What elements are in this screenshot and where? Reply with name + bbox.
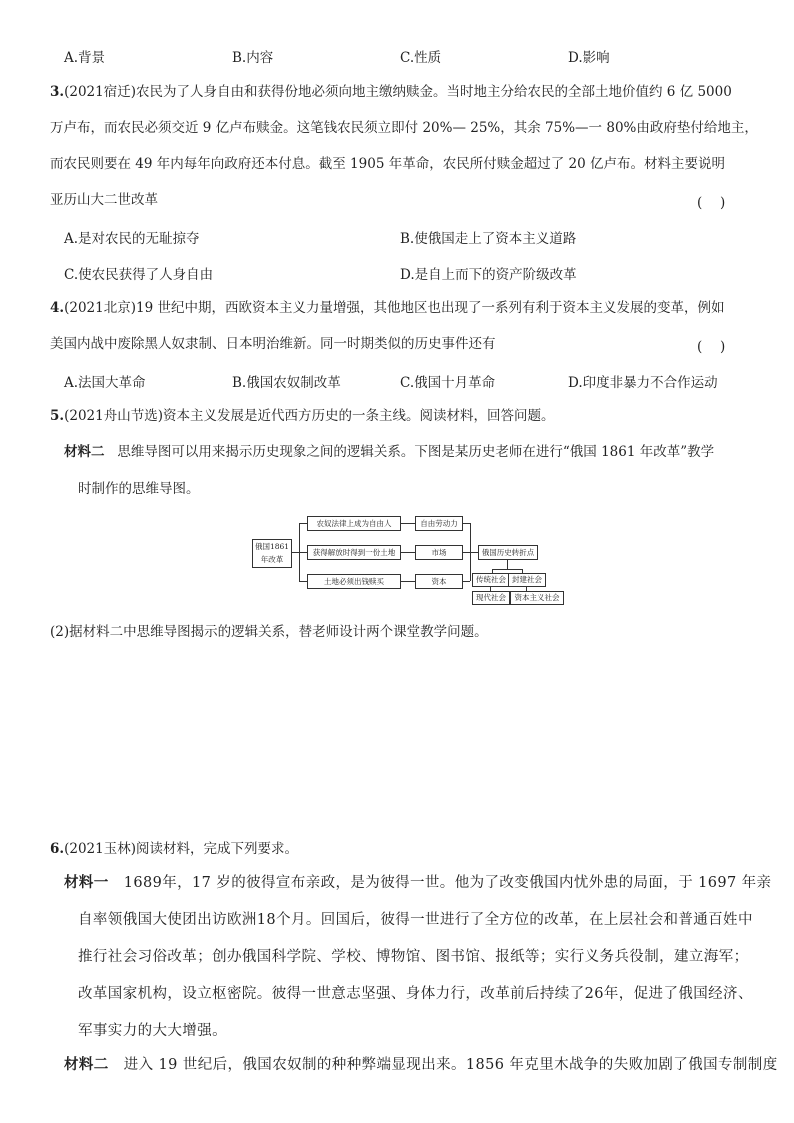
mm-connector — [507, 559, 508, 569]
q6-number: 6. — [50, 841, 65, 857]
mm-middle-1: 自由劳动力 — [415, 516, 463, 531]
mm-modern: 现代社会 — [472, 591, 510, 605]
q6-source: (2021玉林) — [64, 841, 136, 857]
q4-option-b: B.俄国农奴制改革 — [232, 375, 341, 391]
q6-m1-line-1 — [64, 874, 771, 892]
mm-arrow — [400, 581, 415, 582]
q3-text-1: 农民为了人身自由和获得份地必须向地主缴纳赎金。当时地主分给农民的全部土地价值约 6 亿 5000 — [135, 84, 732, 100]
mm-arrow — [400, 523, 415, 524]
q4-option-d: D.印度非暴力不合作运动 — [568, 375, 718, 391]
mm-connector — [299, 581, 307, 582]
mm-connector — [299, 552, 307, 553]
mm-connector — [462, 552, 470, 553]
mind-map-diagram — [250, 513, 570, 605]
q3-option-a: A.是对农民的无耻掠夺 — [64, 231, 200, 247]
q3-option-c: C.使农民获得了人身自由 — [64, 267, 214, 283]
q3-line-1 — [50, 83, 732, 101]
mm-connector — [492, 569, 522, 570]
q6-m1-text-3: 推行社会习俗改革；创办俄国科学院、学校、博物馆、图书馆、报纸等；实行义务兵役制，建立海军； — [78, 949, 749, 965]
q4-line-1 — [50, 299, 724, 317]
q4-number: 4. — [50, 300, 65, 316]
q4-option-a: A.法国大革命 — [64, 375, 146, 391]
q3-text-2: 万卢布，而农民必须交近 9 亿卢布赎金。这笔钱农民须立即付 20%— 25%，其余 75%—一 80%由政府垫付给地主， — [50, 120, 758, 136]
q3-option-d: D.是自上而下的资产阶级改革 — [400, 267, 577, 283]
mm-feudal: 封建社会 — [508, 573, 546, 587]
q6-line-1 — [50, 840, 298, 858]
q5-material-text-2: 时制作的思维导图。 — [78, 481, 200, 497]
q2-option-a: A.背景 — [64, 50, 106, 66]
q4-option-c: C.俄国十月革命 — [400, 375, 496, 391]
q6-m1-text-1: 1689年，17 岁的彼得宣布亲政，是为彼得一世。他为了改变俄国内忧外患的局面，于 1697 年亲 — [123, 875, 772, 891]
q5-sub-question: (2)据材料二中思维导图揭示的逻辑关系，替老师设计两个课堂教学问题。 — [50, 624, 488, 640]
q2-option-c: C.性质 — [400, 50, 442, 66]
mm-branch-2: 获得解放时得到一份土地 — [307, 545, 401, 560]
mm-turning-point: 俄国历史转折点 — [478, 545, 538, 560]
q4-answer-paren: ( ) — [697, 339, 726, 355]
q4-source: (2021北京) — [64, 300, 136, 316]
q3-text-3: 而农民则要在 49 年内每年向政府还本付息。截至 1905 年革命，农民所付赎金超过了 20 亿卢布。材料主要说明 — [50, 156, 725, 172]
mm-branch-3: 土地必须出钱赎买 — [307, 574, 401, 589]
mm-root-box — [252, 539, 292, 568]
q6-m2-label: 材料二 — [64, 1057, 109, 1073]
q6-m2-line-1 — [64, 1056, 778, 1074]
q6-m1-text-2: 自率领俄国大使团出访欧洲18个月。回国后，彼得一世进行了全方位的改革，在上层社会和普通百姓中 — [78, 912, 753, 928]
q6-m1-text-4: 改革国家机构，设立枢密院。彼得一世意志坚强、身体力行，改革前后持续了26年，促进了俄国经济、 — [78, 986, 753, 1002]
mm-root-line-1: 俄国1861 — [254, 542, 290, 551]
q5-material-label: 材料二 — [64, 444, 105, 460]
q5-source: (2021舟山节选) — [64, 408, 163, 424]
q5-text: 资本主义发展是近代西方历史的一条主线。阅读材料，回答问题。 — [162, 408, 555, 424]
mm-connector — [470, 552, 478, 553]
q5-number: 5. — [50, 408, 65, 424]
q6-m2-text-1: 进入 19 世纪后，俄国农奴制的种种弊端显现出来。1856 年克里木战争的失败加剧了俄国专制制度 — [123, 1057, 778, 1073]
q6-m1-text-5: 军事实力的大大增强。 — [78, 1023, 227, 1039]
q5-material-text-1: 思维导图可以用来揭示历史现象之间的逻辑关系。下图是某历史老师在进行“俄国 1861 年改革”教学 — [117, 444, 715, 460]
mm-middle-3: 资本 — [415, 574, 463, 589]
mm-connector — [299, 523, 307, 524]
q4-text-1: 19 世纪中期，西欧资本主义力量增强，其他地区也出现了一系列有利于资本主义发展的变革，例如 — [135, 300, 725, 316]
q6-text: 阅读材料，完成下列要求。 — [135, 841, 298, 857]
q3-option-b: B.使俄国走上了资本主义道路 — [400, 231, 577, 247]
mm-traditional: 传统社会 — [472, 573, 510, 587]
q3-source: (2021宿迁) — [64, 84, 136, 100]
mm-connector — [291, 552, 299, 553]
mm-branch-1: 农奴法律上成为自由人 — [307, 516, 401, 531]
mm-root-line-2: 年改革 — [260, 555, 284, 564]
q3-answer-paren: ( ) — [697, 195, 726, 211]
mm-capitalist: 资本主义社会 — [510, 591, 564, 605]
q5-line-1 — [50, 407, 554, 425]
q3-text-4: 亚历山大二世改革 — [50, 192, 158, 208]
mm-connector — [462, 581, 470, 582]
q2-option-d: D.影响 — [568, 50, 610, 66]
mm-connector — [462, 523, 470, 524]
mm-arrow — [400, 552, 415, 553]
q2-option-b: B.内容 — [232, 50, 274, 66]
q5-material-line-1 — [64, 443, 714, 461]
q4-text-2: 美国内战中废除黑人奴隶制、日本明治维新。同一时期类似的历史事件还有 — [50, 336, 496, 352]
q6-m1-label: 材料一 — [64, 875, 109, 891]
mm-middle-2: 市场 — [415, 545, 463, 560]
q3-number: 3. — [50, 84, 65, 100]
